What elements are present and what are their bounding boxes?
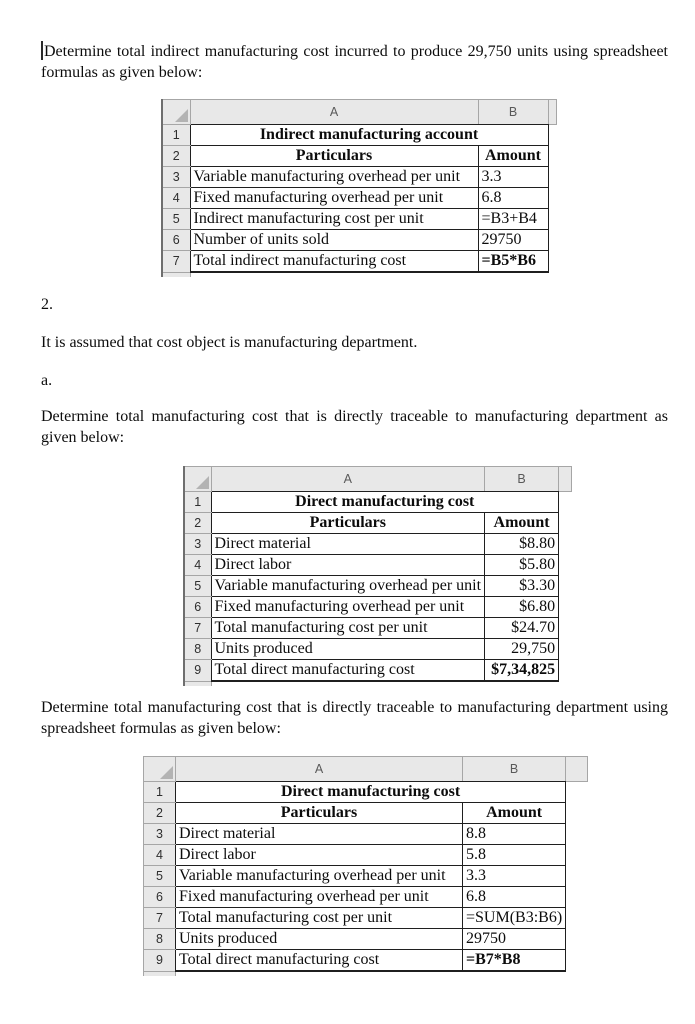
sheet-title-row bbox=[144, 782, 588, 803]
empty-cell bbox=[566, 929, 588, 950]
column-header-b: B bbox=[478, 100, 548, 125]
empty-cell bbox=[566, 824, 588, 845]
table-row bbox=[144, 866, 588, 887]
empty-cell bbox=[559, 555, 572, 576]
amount-cell: $24.70 bbox=[485, 618, 559, 639]
row-number: 6 bbox=[162, 230, 190, 251]
amount-cell: $8.80 bbox=[485, 534, 559, 555]
row-number: 4 bbox=[144, 845, 176, 866]
empty-cell bbox=[548, 167, 556, 188]
row-number: 7 bbox=[162, 251, 190, 273]
empty-cell bbox=[559, 576, 572, 597]
formula-cell: =B3+B4 bbox=[478, 209, 548, 230]
empty-cell bbox=[559, 534, 572, 555]
empty-cell bbox=[566, 887, 588, 908]
amount-cell: 29750 bbox=[478, 230, 548, 251]
amount-cell: 8.8 bbox=[463, 824, 566, 845]
question-2a-formula-text: Determine total manufacturing cost that is directly traceable to manufacturing department using spreadsheet formulas as given below: bbox=[41, 699, 668, 737]
empty-cell bbox=[176, 971, 463, 976]
particulars-cell: Direct material bbox=[176, 824, 463, 845]
row-number: 2 bbox=[144, 803, 176, 824]
row-number: 5 bbox=[184, 576, 211, 597]
empty-cell bbox=[559, 513, 572, 534]
row-number: 3 bbox=[162, 167, 190, 188]
row-number: 3 bbox=[184, 534, 211, 555]
amount-cell: 29750 bbox=[463, 929, 566, 950]
sheet-title-cell: Indirect manufacturing account bbox=[190, 125, 548, 146]
row-number: 5 bbox=[162, 209, 190, 230]
row-number: 7 bbox=[184, 618, 211, 639]
row-number-stub bbox=[144, 971, 176, 976]
amount-header-cell: Amount bbox=[485, 513, 559, 534]
row-number: 8 bbox=[144, 929, 176, 950]
particulars-cell: Variable manufacturing overhead per unit bbox=[176, 866, 463, 887]
empty-cell bbox=[548, 251, 556, 273]
corner-triangle-icon bbox=[175, 109, 188, 122]
list-item-a: a. bbox=[41, 372, 53, 389]
row-number: 4 bbox=[162, 188, 190, 209]
row-number: 1 bbox=[162, 125, 190, 146]
particulars-cell-truncated: Variable manufacturing overhead per unit bbox=[211, 576, 485, 597]
row-number: 7 bbox=[144, 908, 176, 929]
particulars-cell: Units produced bbox=[211, 639, 485, 660]
table-row bbox=[184, 555, 572, 576]
amount-cell: 3.3 bbox=[478, 167, 548, 188]
empty-cell bbox=[566, 782, 588, 803]
row-number: 1 bbox=[184, 492, 211, 513]
amount-cell: 3.3 bbox=[463, 866, 566, 887]
amount-cell: $5.80 bbox=[485, 555, 559, 576]
sheet-title-row bbox=[162, 125, 556, 146]
empty-cell bbox=[548, 125, 556, 146]
list-item-2: 2. bbox=[41, 296, 53, 313]
particulars-cell-truncated: Fixed manufacturing overhead per unit bbox=[211, 597, 485, 618]
particulars-cell: Total manufacturing cost per unit bbox=[211, 618, 485, 639]
row-number-stub bbox=[162, 272, 190, 277]
table-row bbox=[162, 167, 556, 188]
row-number: 1 bbox=[144, 782, 176, 803]
empty-cell bbox=[559, 660, 572, 682]
column-header-sliver bbox=[559, 467, 572, 492]
empty-cell bbox=[559, 681, 572, 686]
amount-header-cell: Amount bbox=[478, 146, 548, 167]
question-1-text bbox=[41, 41, 668, 83]
particulars-cell: Total direct manufacturing cost bbox=[211, 660, 485, 682]
table-header-row bbox=[184, 513, 572, 534]
empty-cell bbox=[548, 209, 556, 230]
select-all-corner bbox=[144, 757, 176, 782]
row-number: 8 bbox=[184, 639, 211, 660]
question-2a-text: Determine total manufacturing cost that is directly traceable to manufacturing department as given below: bbox=[41, 408, 668, 446]
empty-cell bbox=[566, 845, 588, 866]
spreadsheet-indirect-manufacturing-account bbox=[161, 99, 557, 277]
table-row bbox=[144, 824, 588, 845]
column-header-b: B bbox=[463, 757, 566, 782]
row-number: 3 bbox=[144, 824, 176, 845]
particulars-cell: Total manufacturing cost per unit bbox=[176, 908, 463, 929]
column-header-b: B bbox=[485, 467, 559, 492]
row-number: 4 bbox=[184, 555, 211, 576]
column-header-row bbox=[162, 100, 556, 125]
particulars-header-cell: Particulars bbox=[176, 803, 463, 824]
particulars-cell: Fixed manufacturing overhead per unit bbox=[176, 887, 463, 908]
table-row bbox=[184, 534, 572, 555]
row-number: 6 bbox=[184, 597, 211, 618]
particulars-cell: Number of units sold bbox=[190, 230, 478, 251]
formula-cell: =B7*B8 bbox=[463, 950, 566, 972]
corner-triangle-icon bbox=[196, 476, 209, 489]
row-number: 9 bbox=[184, 660, 211, 682]
column-header-a: A bbox=[190, 100, 478, 125]
amount-header-cell: Amount bbox=[463, 803, 566, 824]
empty-cell bbox=[559, 492, 572, 513]
empty-cell bbox=[548, 272, 556, 277]
particulars-header-cell: Particulars bbox=[190, 146, 478, 167]
particulars-cell: Units produced bbox=[176, 929, 463, 950]
table-total-row bbox=[144, 950, 588, 972]
empty-cell bbox=[566, 971, 588, 976]
amount-cell: $3.30 bbox=[485, 576, 559, 597]
particulars-cell: Variable manufacturing overhead per unit bbox=[190, 167, 478, 188]
empty-cell bbox=[478, 272, 548, 277]
amount-cell: 6.8 bbox=[478, 188, 548, 209]
table-total-row bbox=[184, 660, 572, 682]
row-number: 9 bbox=[144, 950, 176, 972]
table-row bbox=[162, 230, 556, 251]
column-header-sliver bbox=[548, 100, 556, 125]
table-row bbox=[184, 618, 572, 639]
empty-cell bbox=[559, 618, 572, 639]
particulars-cell: Direct material bbox=[211, 534, 485, 555]
amount-cell: 29,750 bbox=[485, 639, 559, 660]
amount-cell: 5.8 bbox=[463, 845, 566, 866]
particulars-cell: Fixed manufacturing overhead per unit bbox=[190, 188, 478, 209]
particulars-cell: Total direct manufacturing cost bbox=[176, 950, 463, 972]
table-header-row bbox=[144, 803, 588, 824]
table-row bbox=[162, 188, 556, 209]
select-all-corner bbox=[162, 100, 190, 125]
row-number: 5 bbox=[144, 866, 176, 887]
sheet-title-cell: Direct manufacturing cost bbox=[176, 782, 566, 803]
text-cursor-icon bbox=[41, 41, 43, 60]
empty-cell bbox=[566, 908, 588, 929]
sheet-title-row bbox=[184, 492, 572, 513]
empty-cell bbox=[463, 971, 566, 976]
amount-cell: $7,34,825 bbox=[485, 660, 559, 682]
particulars-cell: Direct labor bbox=[211, 555, 485, 576]
row-number: 2 bbox=[184, 513, 211, 534]
table-row bbox=[184, 639, 572, 660]
column-header-row bbox=[144, 757, 588, 782]
table-total-row bbox=[162, 251, 556, 273]
partial-row bbox=[162, 272, 556, 277]
formula-cell: =B5*B6 bbox=[478, 251, 548, 273]
amount-cell: 6.8 bbox=[463, 887, 566, 908]
empty-cell bbox=[559, 639, 572, 660]
amount-cell: $6.80 bbox=[485, 597, 559, 618]
table-row bbox=[144, 845, 588, 866]
row-number: 6 bbox=[144, 887, 176, 908]
particulars-cell: Direct labor bbox=[176, 845, 463, 866]
assumption-text: It is assumed that cost object is manufacturing department. bbox=[41, 334, 418, 351]
sheet-title-cell: Direct manufacturing cost bbox=[211, 492, 559, 513]
table-row bbox=[144, 929, 588, 950]
empty-cell bbox=[211, 681, 485, 686]
spreadsheet-direct-manufacturing-cost-formulas bbox=[143, 756, 588, 976]
table-header-row bbox=[162, 146, 556, 167]
table-row bbox=[144, 908, 588, 929]
formula-cell: =SUM(B3:B6) bbox=[463, 908, 566, 929]
table-row bbox=[144, 887, 588, 908]
empty-cell bbox=[485, 681, 559, 686]
empty-cell bbox=[559, 597, 572, 618]
question-1-text-content: Determine total indirect manufacturing cost incurred to produce 29,750 units using spreadsheet formulas as given below: bbox=[41, 43, 668, 81]
empty-cell bbox=[566, 866, 588, 887]
table-row bbox=[162, 209, 556, 230]
column-header-row bbox=[184, 467, 572, 492]
row-number-stub bbox=[184, 681, 211, 686]
row-number: 2 bbox=[162, 146, 190, 167]
table-row bbox=[184, 576, 572, 597]
column-header-a: A bbox=[176, 757, 463, 782]
partial-row bbox=[144, 971, 588, 976]
spreadsheet-direct-manufacturing-cost-values bbox=[183, 466, 572, 686]
empty-cell bbox=[548, 188, 556, 209]
partial-row bbox=[184, 681, 572, 686]
empty-cell bbox=[566, 950, 588, 972]
table-row bbox=[184, 597, 572, 618]
particulars-header-cell: Particulars bbox=[211, 513, 485, 534]
particulars-cell: Total indirect manufacturing cost bbox=[190, 251, 478, 273]
select-all-corner bbox=[184, 467, 211, 492]
corner-triangle-icon bbox=[160, 766, 173, 779]
column-header-a: A bbox=[211, 467, 485, 492]
particulars-cell: Indirect manufacturing cost per unit bbox=[190, 209, 478, 230]
empty-cell bbox=[566, 803, 588, 824]
empty-cell bbox=[190, 272, 478, 277]
empty-cell bbox=[548, 230, 556, 251]
column-header-sliver bbox=[566, 757, 588, 782]
empty-cell bbox=[548, 146, 556, 167]
